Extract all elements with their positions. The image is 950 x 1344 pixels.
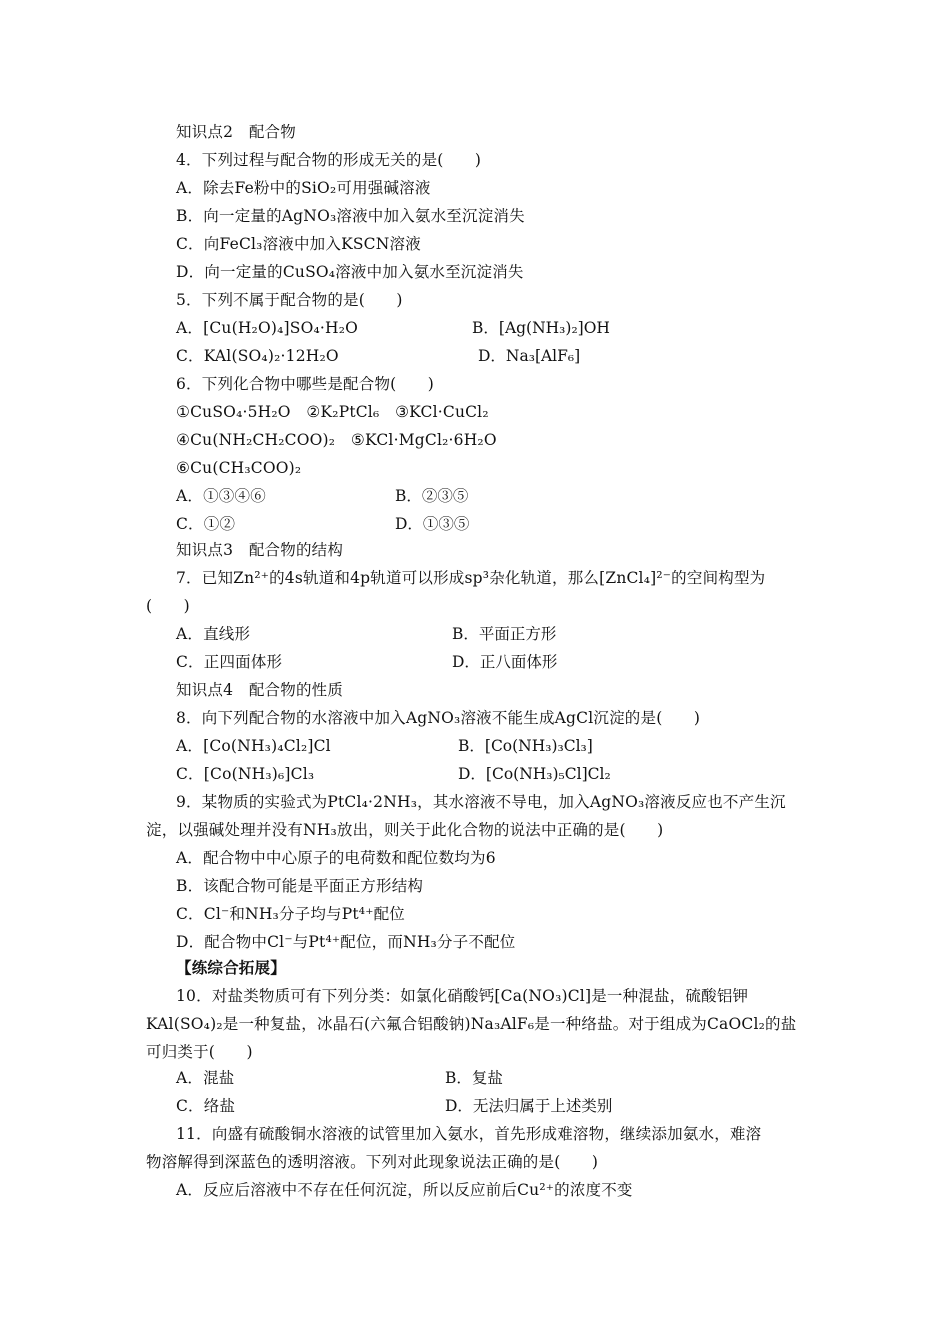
q6-item-line-2: ④Cu(NH₂CH₂COO)₂ ⑤KCl·MgCl₂·6H₂O bbox=[176, 431, 497, 449]
question-8: 8．向下列配合物的水溶液中加入AgNO₃溶液不能生成AgCl沉淀的是( ) bbox=[176, 709, 701, 727]
q6-item-line-3: ⑥Cu(CH₃COO)₂ bbox=[176, 459, 302, 477]
section-heading-kp4: 知识点4 配合物的性质 bbox=[176, 681, 344, 699]
q5-option-c: C．KAl(SO₄)₂·12H₂O bbox=[176, 347, 339, 365]
section-heading-kp2: 知识点2 配合物 bbox=[176, 123, 296, 141]
q9-option-a: A．配合物中中心原子的电荷数和配位数均为6 bbox=[176, 849, 496, 867]
q6-option-b: B．②③⑤ bbox=[395, 487, 469, 505]
question-10-line-3: 可归类于( ) bbox=[146, 1043, 253, 1061]
q4-option-b: B．向一定量的AgNO₃溶液中加入氨水至沉淀消失 bbox=[176, 207, 525, 225]
question-9-line-1: 9．某物质的实验式为PtCl₄·2NH₃，其水溶液不导电，加入AgNO₃溶液反应也不产生沉 bbox=[176, 793, 786, 811]
q5-option-d: D．Na₃[AlF₆] bbox=[478, 347, 581, 365]
question-7-line-1: 7．已知Zn²⁺的4s轨道和4p轨道可以形成sp³杂化轨道，那么[ZnCl₄]²⁻的空间构型为 bbox=[176, 569, 766, 587]
q7-option-b: B．平面正方形 bbox=[452, 625, 557, 643]
q9-option-b: B．该配合物可能是平面正方形结构 bbox=[176, 877, 424, 895]
q9-option-d: D．配合物中Cl⁻与Pt⁴⁺配位，而NH₃分子不配位 bbox=[176, 933, 516, 951]
question-11-line-1: 11．向盛有硫酸铜水溶液的试管里加入氨水，首先形成难溶物，继续添加氨水，难溶 bbox=[176, 1125, 762, 1143]
q6-item-line-1: ①CuSO₄·5H₂O ②K₂PtCl₆ ③KCl·CuCl₂ bbox=[176, 403, 489, 421]
q8-option-d: D．[Co(NH₃)₅Cl]Cl₂ bbox=[458, 765, 611, 783]
question-4: 4．下列过程与配合物的形成无关的是( ) bbox=[176, 151, 482, 169]
question-7-line-2: ( ) bbox=[146, 597, 190, 615]
question-9-line-2: 淀，以强碱处理并没有NH₃放出，则关于此化合物的说法中正确的是( ) bbox=[146, 821, 664, 839]
question-5: 5．下列不属于配合物的是( ) bbox=[176, 291, 403, 309]
q7-option-d: D．正八面体形 bbox=[452, 653, 558, 671]
q10-option-a: A．混盐 bbox=[176, 1069, 235, 1087]
q4-option-a: A．除去Fe粉中的SiO₂可用强碱溶液 bbox=[176, 179, 431, 197]
q8-option-a: A．[Co(NH₃)₄Cl₂]Cl bbox=[176, 737, 331, 755]
q11-option-a: A．反应后溶液中不存在任何沉淀，所以反应前后Cu²⁺的浓度不变 bbox=[176, 1181, 633, 1199]
q6-option-d: D．①③⑤ bbox=[395, 515, 470, 533]
q7-option-a: A．直线形 bbox=[176, 625, 251, 643]
q5-option-b: B．[Ag(NH₃)₂]OH bbox=[472, 319, 610, 337]
question-11-line-2: 物溶解得到深蓝色的透明溶液。下列对此现象说法正确的是( ) bbox=[146, 1153, 599, 1171]
section-heading-kp3: 知识点3 配合物的结构 bbox=[176, 541, 344, 559]
q6-option-a: A．①③④⑥ bbox=[176, 487, 266, 505]
q10-option-c: C．络盐 bbox=[176, 1097, 236, 1115]
q4-option-c: C．向FeCl₃溶液中加入KSCN溶液 bbox=[176, 235, 421, 253]
question-6: 6．下列化合物中哪些是配合物( ) bbox=[176, 375, 435, 393]
q7-option-c: C．正四面体形 bbox=[176, 653, 283, 671]
q10-option-d: D．无法归属于上述类别 bbox=[445, 1097, 613, 1115]
q6-option-c: C．①② bbox=[176, 515, 236, 533]
q5-option-a: A．[Cu(H₂O)₄]SO₄·H₂O bbox=[176, 319, 359, 337]
q9-option-c: C．Cl⁻和NH₃分子均与Pt⁴⁺配位 bbox=[176, 905, 406, 923]
q10-option-b: B．复盐 bbox=[445, 1069, 503, 1087]
q8-option-b: B．[Co(NH₃)₃Cl₃] bbox=[458, 737, 593, 755]
question-10-line-1: 10．对盐类物质可有下列分类：如氯化硝酸钙[Ca(NO₃)Cl]是一种混盐，硫酸铝钾 bbox=[176, 987, 749, 1005]
section-heading-practice: 【练综合拓展】 bbox=[176, 958, 286, 977]
question-10-line-2: KAl(SO₄)₂是一种复盐，冰晶石(六氟合铝酸钠)Na₃AlF₆是一种络盐。对于组成为CaOCl₂的盐 bbox=[146, 1015, 797, 1033]
q4-option-d: D．向一定量的CuSO₄溶液中加入氨水至沉淀消失 bbox=[176, 263, 524, 281]
q8-option-c: C．[Co(NH₃)₆]Cl₃ bbox=[176, 765, 315, 783]
